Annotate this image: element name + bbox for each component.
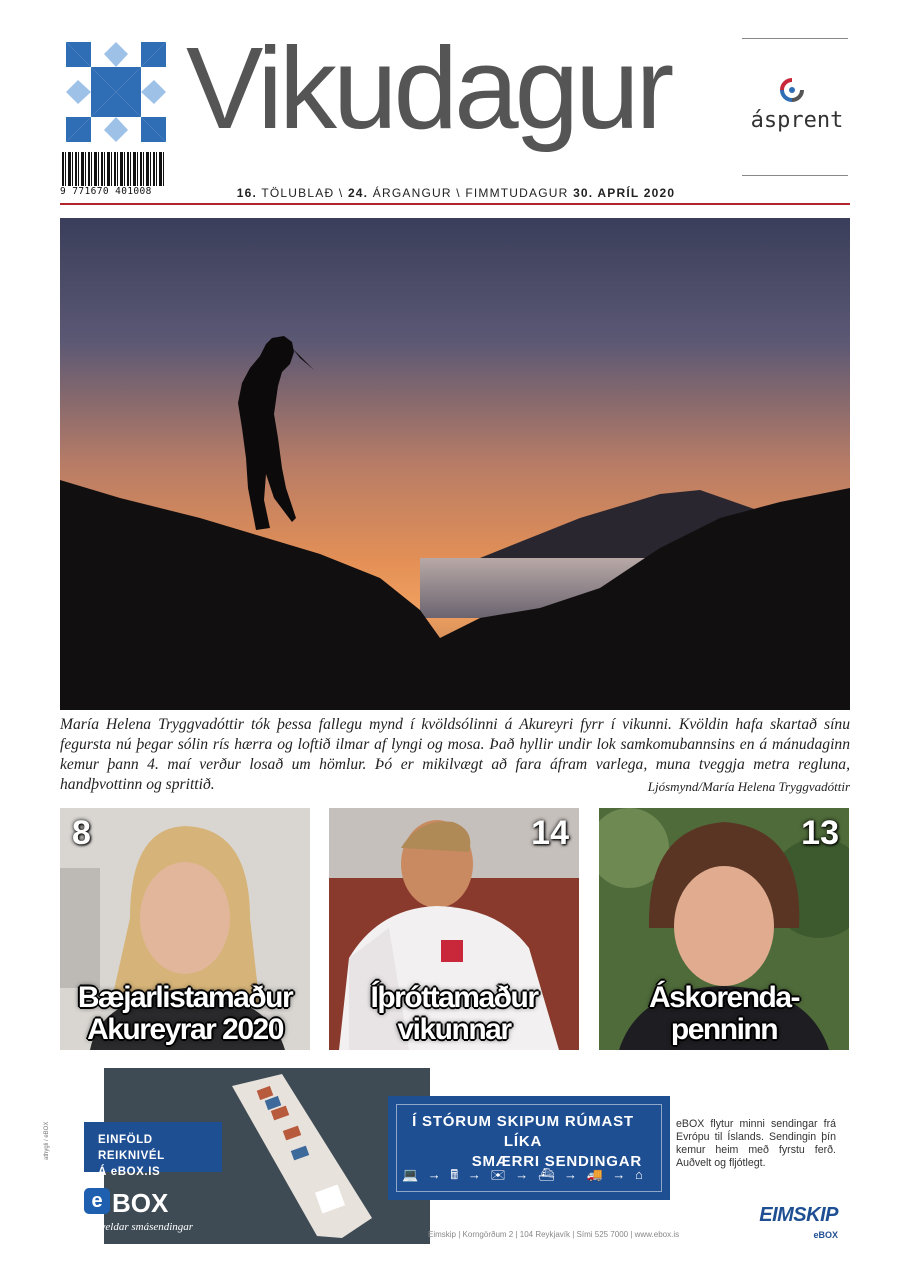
sponsor-divider-bottom <box>742 175 848 176</box>
ad-headline-line2: SMÆRRI SENDINGAR <box>471 1153 642 1170</box>
ad-tag-line1: EINFÖLD REIKNIVÉL <box>98 1134 165 1162</box>
ad-headline-box <box>388 1096 670 1200</box>
ad-headline <box>398 1112 648 1172</box>
barcode-number: 9 771670 401008 <box>60 186 152 197</box>
teaser-áskorendapenninn[interactable] <box>599 808 849 1050</box>
ebox-e-icon: e <box>84 1188 110 1214</box>
asprent-logo-icon <box>778 76 806 104</box>
ad-body-text: eBOX flytur minni sendingar frá Evrópu til Íslands. Sendingin þín kemur heim með fyrstu ferð. Auðvelt og fljótlegt. <box>676 1118 836 1169</box>
teaser-page-number: 13 <box>801 814 839 852</box>
sponsor-divider-top <box>742 38 848 39</box>
issue-label: TÖLUBLAÐ \ <box>261 186 344 200</box>
teaser-title-line2: penninn <box>670 1013 778 1046</box>
teaser-page-number: 8 <box>72 814 91 852</box>
teaser-íþróttamaður[interactable] <box>329 808 579 1050</box>
main-photo <box>60 218 850 710</box>
eimskip-sub-logo: eBOX <box>813 1230 838 1240</box>
volume-label: ÁRGANGUR \ FIMMTUDAGUR <box>372 186 569 200</box>
ad-tag-box <box>84 1122 222 1178</box>
eimskip-logo[interactable]: EIMSKIP <box>759 1204 838 1226</box>
photo-caption: María Helena Tryggvadóttir tók þessa fallegu mynd í kvöldsólinni á Akureyri fyrr í vikunni. Kvöldin hafa skartað sínu fegursta nú þegar sólin rís hærra og loftið ilmar af lyngi og mosa. Það hyllir undir lok samkomubannsins en á mánudaginn kemur þann 4. maí verður losað um hömlur. Þó er mikilvægt að fara áfram varlega, muna tveggja metra regluna, handþvottinn og sprittið. <box>60 716 850 793</box>
issue-number: 16. <box>236 186 258 200</box>
ebox-logo-text: BOX <box>112 1188 169 1218</box>
ad-headline-line1: Í STÓRUM SKIPUM RÚMAST LÍKA <box>412 1113 634 1150</box>
star-logo-icon <box>66 42 166 142</box>
volume-number: 24. <box>347 186 369 200</box>
ebox-logo <box>84 1188 194 1219</box>
teaser-title-line1: Bæjarlistamaður <box>77 981 293 1014</box>
ad-footer-text: Eimskip | Korngörðum 2 | 104 Reykjavík | Sími 525 7000 | www.ebox.is <box>428 1230 680 1239</box>
ad-tag-line2: Á eBOX.IS <box>98 1166 161 1178</box>
cargo-ship-icon <box>222 1068 392 1244</box>
ebox-tagline: auðveldar smásendingar <box>84 1221 194 1233</box>
masthead-rule <box>60 203 850 205</box>
issue-date: 30. APRÍL 2020 <box>573 186 676 200</box>
teaser-page-number: 14 <box>531 814 569 852</box>
sunset-silhouette-photo <box>60 218 850 710</box>
photo-credit: Ljósmynd/María Helena Tryggvadóttir <box>647 779 850 794</box>
teaser-bæjarlistamaður[interactable] <box>60 808 310 1050</box>
ebox-brand[interactable] <box>84 1188 194 1233</box>
sponsor-name: ásprent <box>750 108 844 133</box>
teaser-title-line2: Akureyrar 2020 <box>87 1013 283 1046</box>
teaser-title-line1: Íþróttamaður <box>370 981 538 1014</box>
newspaper-title: Vikudagur <box>186 23 671 153</box>
ad-agency-credit: athygli / eBOX <box>44 1121 50 1160</box>
teaser-title-line2: vikunnar <box>397 1013 511 1046</box>
issue-line <box>184 186 728 200</box>
teaser-title-line1: Áskorenda- <box>648 981 800 1014</box>
barcode-bars <box>62 152 166 186</box>
shipping-steps-icons: 💻 → 🖩 → ✉ → ⛴ → 🚚 → ⌂ <box>402 1167 646 1182</box>
barcode <box>60 152 168 200</box>
